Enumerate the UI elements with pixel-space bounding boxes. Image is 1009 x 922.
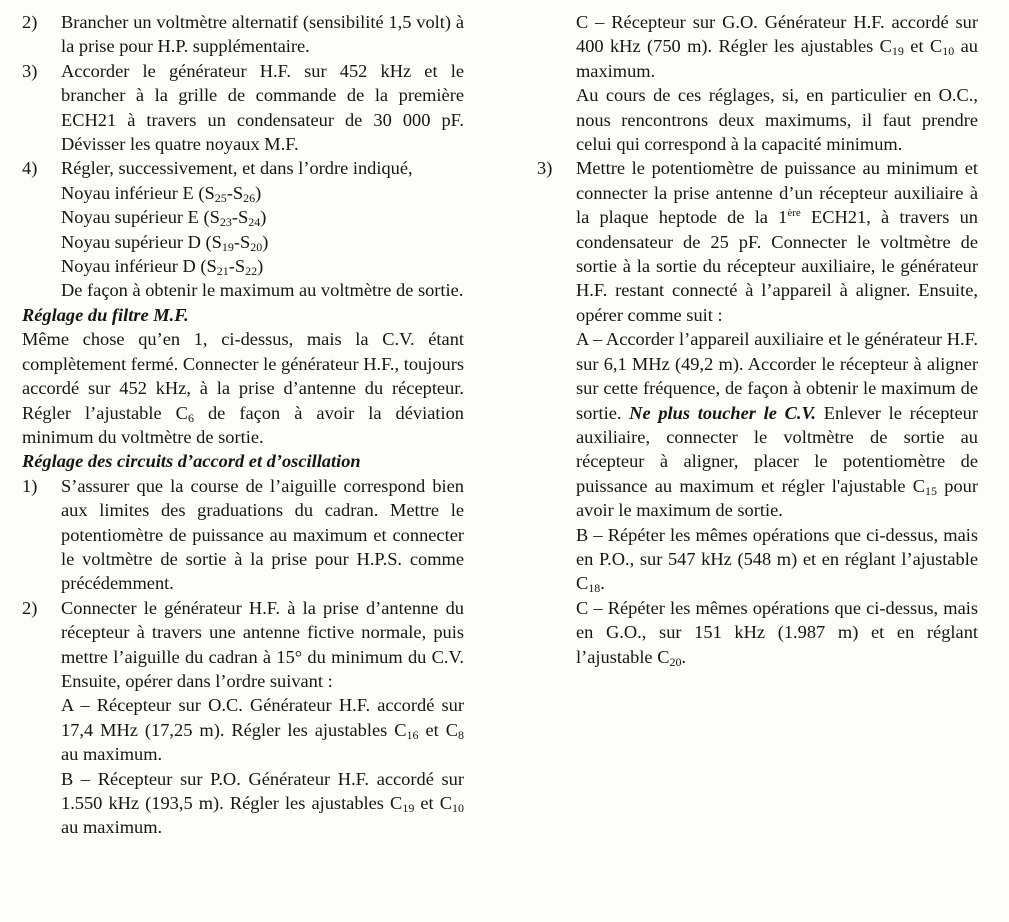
core-line-3: Noyau supérieur D $(S_{19}-S_{20})$ [61, 231, 269, 254]
substep-b-po-repeat: B – Répéter les mêmes opérations que ci-dessus, mais en P.O., sur 547 kHz (548 m) et en réglant l’ajustable $C_{18}$. [576, 524, 978, 596]
step-2-voltmeter [22, 10, 464, 59]
substep-c-go-repeat: C – Répéter les mêmes opérations que ci-dessus, mais en G.O., sur 151 kHz (1.987 m) et en réglant l’ajustable $C_{20}$. [576, 597, 978, 669]
step-3-generator [22, 59, 464, 157]
core-line-1: Noyau inférieur E $(S_{25}-S_{26})$ [61, 182, 262, 205]
core-line-4: Noyau inférieur D $(S_{21}-S_{22})$ [61, 256, 264, 279]
substep-a-oc: A – Récepteur sur O.C. Générateur H.F. accordé sur 17,4 MHz (17,25 m). Régler les ajustables $C_{16}$ et $C_8$ au maximum. [61, 695, 465, 765]
step-text: Connecter le générateur H.F. à la prise d’antenne du récepteur à travers une antenne fictive normale, puis mettre l’aiguille du cadran à 15° du minimum du C.V. Ensuite, opérer dans l’ordre suivant : [61, 597, 464, 691]
step-text: Accorder le générateur H.F. sur 452 kHz et le brancher à la grille de commande de la première ECH21 à travers un condensateur de 30 000 pF. Dévisser les quatre noyaux M.F. [61, 60, 464, 155]
substep-c-go: C – Récepteur sur G.O. Générateur H.F. accordé sur 400 kHz (750 m). Régler les ajustables $C_{19}$ et $C_{10}$ au maximum. [576, 12, 978, 81]
core-line-2: Noyau supérieur E $(S_{23}-S_{24})$ [61, 207, 267, 230]
substep-b-po: B – Récepteur sur P.O. Générateur H.F. accordé sur 1.550 kHz (193,5 m). Régler les ajustables $C_{19}$ et $C_{10}$ au maximum. [61, 768, 465, 838]
step-number: 2) [22, 597, 38, 618]
left-column [22, 10, 464, 840]
step-4-cores [22, 156, 464, 302]
substep-a-auxiliary: A – Accorder l’appareil auxiliaire et le générateur H.F. sur 6,1 MHz (49,2 m). Accorder le récepteur à aligner sur cette fréquence, de façon à obtenir le maximum de sortie. Ne plus toucher le C.V. Enlever le récepteur auxiliaire, connecter le voltmètre de sortie au récepteur à aligner, placer le potentiomètre de puissance au maximum et régler l'ajustable $C_{15}$ pour avoir le maximum de sortie. [576, 329, 978, 521]
step-number: 3) [22, 60, 38, 81]
step-number: 1) [22, 475, 38, 496]
mf-filter-paragraph: Même chose qu’en 1, ci-dessus, mais la C.V. étant complètement fermé. Connecter le générateur H.F., toujours accordé sur 452 kHz, à la prise d’antenne du récepteur. Régler l’ajustable $C_6$ de façon à avoir la déviation minimum du voltmètre de sortie. [22, 329, 464, 447]
heading-mf-filter: Réglage du filtre M.F. [22, 304, 189, 325]
step-text: Régler, successivement, et dans l’ordre indiqué, [61, 158, 413, 179]
step-text: Brancher un voltmètre alternatif (sensibilité 1,5 volt) à la prise pour H.P. supplémentaire. [61, 12, 464, 57]
tuning-step-2-continued [537, 10, 978, 156]
step-number: 2) [22, 12, 38, 32]
tuning-step-3 [537, 156, 978, 669]
step-text: S’assurer que la course de l’aiguille correspond bien aux limites des graduations du cadran. Mettre le potentiomètre de puissance au maximum et connecter le voltmètre de sortie à la prise pour H.P.S. comme précédemment. [61, 475, 464, 594]
step-number: 4) [22, 158, 38, 179]
emphasis-cv: Ne plus toucher le C.V. [629, 402, 817, 423]
right-column [537, 10, 978, 669]
tuning-step-1 [22, 474, 464, 596]
double-maximum-note: Au cours de ces réglages, si, en particulier en O.C., nous rencontrons deux maximums, il faut prendre celui qui correspond à la capacité minimum. [576, 85, 978, 155]
heading-tuning-circuits: Réglage des circuits d’accord et d’oscillation [22, 451, 361, 472]
tuning-step-2 [22, 596, 464, 840]
step-text: Mettre le potentiomètre de puissance au minimum et connecter la prise antenne d’un récepteur auxiliaire à la plaque heptode de la 1ère ECH21, à travers un condensateur de 25 pF. Connecter le voltmètre de sortie à la sortie du récepteur auxiliaire, le générateur H.F. restant connecté à l’appareil à aligner. Ensuite, opérer comme suit : [576, 158, 978, 325]
step-4-end: De façon à obtenir le maximum au voltmètre de sortie. [61, 280, 464, 301]
step-number: 3) [537, 158, 553, 179]
